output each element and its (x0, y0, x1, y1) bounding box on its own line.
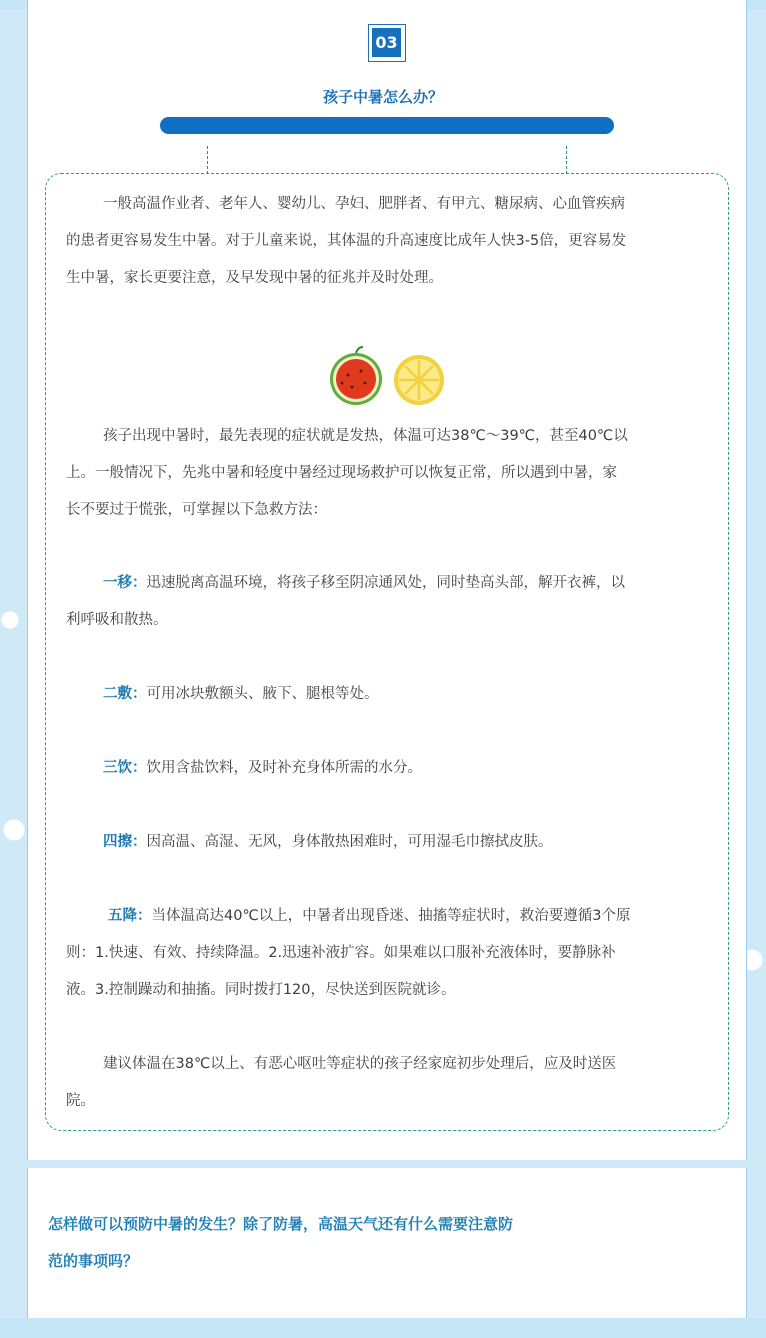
advice-line: 院。 (66, 1093, 95, 1109)
question-line: 怎样做可以预防中暑的发生？除了防暑，高温天气还有什么需要注意防 (48, 1215, 514, 1233)
question-line: 范的事项吗？ (48, 1252, 139, 1270)
symptoms-line: 长不要过于慌张，可掌握以下急救方法： (66, 502, 327, 518)
intro-line: 生中暑，家长更要注意，及早发现中暑的征兆并及时处理。 (66, 270, 443, 286)
fruit-illustration (328, 343, 448, 407)
method-label: 二敷： (103, 686, 147, 702)
method-si-ca (66, 824, 712, 861)
dashed-connector-right (566, 146, 567, 174)
method-text: 因高温、高湿、无风，身体散热困难时，可用湿毛巾擦拭皮肤。 (146, 834, 553, 850)
method-wu-jiang (66, 898, 712, 1009)
dashed-connector-left (207, 146, 208, 174)
intro-paragraph (66, 186, 712, 297)
advice-paragraph (66, 1046, 712, 1120)
method-text: 当体温高达40℃以上，中暑者出现昏迷、抽搐等症状时，救治要遵循3个原 (151, 908, 631, 924)
method-text: 饮用含盐饮料，及时补充身体所需的水分。 (146, 760, 422, 776)
method-er-fu (66, 676, 712, 713)
section-number: 03 (372, 28, 401, 57)
method-yi-yi (66, 565, 712, 639)
symptoms-paragraph (66, 418, 712, 529)
section-number-badge (368, 24, 406, 62)
next-question (48, 1206, 608, 1280)
intro-line: 的患者更容易发生中暑。对于儿童来说，其体温的升高速度比成年人快3-5倍，更容易发 (66, 233, 627, 249)
method-text: 则：1.快速、有效、持续降温。2.迅速补液扩容。如果难以口服补充液体时，要静脉补 (66, 945, 616, 961)
method-label: 三饮： (103, 760, 147, 776)
method-text: 迅速脱离高温环境，将孩子移至阴凉通风处，同时垫高头部，解开衣裤，以 (146, 575, 625, 591)
method-label: 一移： (103, 575, 147, 591)
lemon-icon (394, 355, 444, 405)
method-label: 五降： (108, 908, 152, 924)
title-decor-bar (160, 117, 614, 134)
symptoms-line: 上。一般情况下，先兆中暑和轻度中暑经过现场救护可以恢复正常，所以遇到中暑，家 (66, 465, 617, 481)
symptoms-line: 孩子出现中暑时，最先表现的症状就是发热，体温可达38℃～39℃，甚至40℃以 (103, 428, 628, 444)
advice-line: 建议体温在38℃以上、有恶心呕吐等症状的孩子经家庭初步处理后，应及时送医 (103, 1056, 617, 1072)
section-title: 孩子中暑怎么办？ (322, 88, 443, 106)
method-san-yin (66, 750, 712, 787)
bottom-strip (0, 1318, 766, 1338)
method-text: 液。3.控制躁动和抽搐。同时拨打120，尽快送到医院就诊。 (66, 982, 456, 998)
method-label: 四擦： (103, 834, 147, 850)
intro-line: 一般高温作业者、老年人、婴幼儿、孕妇、肥胖者、有甲亢、糖尿病、心血管疾病 (103, 196, 625, 212)
method-text: 可用冰块敷额头、腋下、腿根等处。 (146, 686, 379, 702)
watermelon-icon (328, 343, 448, 407)
method-text: 利呼吸和散热。 (66, 612, 168, 628)
